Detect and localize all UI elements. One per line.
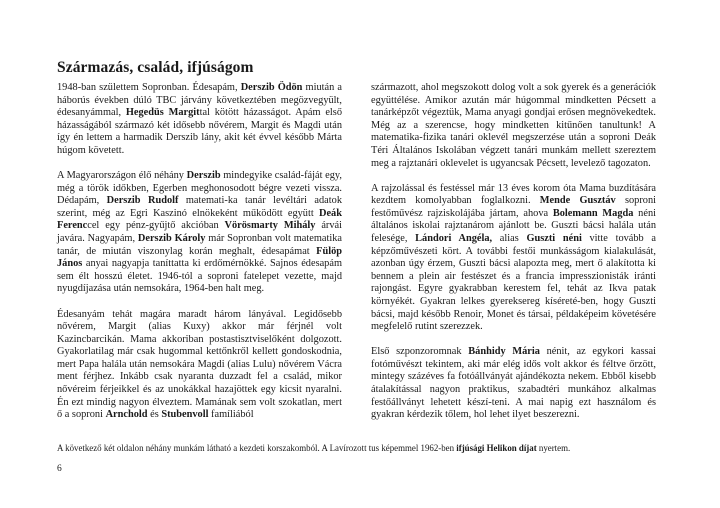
bold-name: Mende Gusztáv [539, 195, 616, 207]
page-number: 6 [57, 464, 62, 474]
paragraph [57, 309, 342, 422]
text-run: árvái javára. Nagyapám, [57, 220, 342, 245]
text-run: mindegyike család-fáját egy, még a török időkben, Egerben meghonosodott bégre vezeti vissza. Dédapám, [57, 170, 342, 207]
bold-name: Derszib Ödön [240, 82, 303, 93]
text-run: és [147, 409, 162, 421]
bold-name: Bánhidy Mária [468, 346, 540, 358]
paragraph [57, 170, 342, 296]
text-run: anyai nagyapja taníttatta ki erdőmérnökké. Sajnos édesapám sem élt hosszú életet. 1946-tól a soproni fatelepet vezette, majd nyugdíjazása után nemsokára, 1964-ben halt meg. [57, 258, 342, 295]
bold-name: Guszti néni [526, 233, 582, 245]
text-run: vitte tovább a képzőművészeti kört. A további festői munkásságom kialakulását, azonban úgy érzem, Guszti bácsi alapozta meg, mert ő alakította ki bennem a plein air festészet és a francia impresszionisták iránti rajongást. Egyre gyakrabban kerestem fel, tehát az Ikva patak környékét. Gyakran lelkes gyereksereg kíséreté-ben, hogy Guszti bácsi, majd később Renoir, Monet és társai, példaképeim követésére megfelelő rutint szerezzek. [371, 233, 656, 333]
text-run: tal kötött házasságot. Apám első házasságából származó két idősebb nővérem, Margit és Magdi után így én lettem a harmadik Derszib lány, akit két évvel később Márta húgom követett. [57, 107, 342, 156]
text-run: miután a háborús években dúló TBC járvány következtében megözvegyült, édesanyámmal, [57, 82, 342, 119]
bold-name: ifjúsági Helikon díjat [456, 443, 537, 453]
bold-name: Stubenvoll [161, 409, 209, 421]
bold-name: Derszib [186, 170, 221, 182]
text-run: Édesanyám tehát magára maradt három lányával. Legidősebb nővérem, Margit (alias Kuxy) akkor már férjnél volt Kazincbarcikán. Mama akkoriban postastisztviselőként dolgozott. Gyakorlatilag már csak hugommal kettőnkről kellett gondoskodnia, mert Papa halála után nemsokára Magdi (alias Lulu) nővérem Vácra ment férjhez. Inkább csak nyaranta duzzadt fel a család, mikor nővéreim férjeikkel és az unokákkal hazajöttek egy kicsit nyaralni. Én ezt mindig nagyon élveztem. Mamának sem volt szokatlan, mert ő a soproni [57, 308, 342, 421]
text-run: nénit, az egykori kassai fotóművészt tekintem, aki már elég idős volt akkor és féltve őrzött, mintegy százéves fa fotóállványát ajándékozta nekem. Ebből kisebb átalakítással nagyon praktikus, szabadtéri munkához alkalmas festőállványt lehetett készí-teni. A mai napig ezt használom és gyakran kérdezik tőlem, hol lehet ilyet beszerezni. [371, 346, 656, 421]
text-run: soproni festőművész rajziskolájába jártam, ahova [371, 195, 656, 219]
paragraph [371, 183, 656, 334]
text-run: néni általános iskolai rajztanárom ajánlott be. Guszti bácsi halála után felesége, [371, 207, 656, 245]
text-run: A rajzolással és festéssel már 13 éves korom óta Mama buzdítására kezdtem komolyabban foglalkozni. [371, 182, 656, 207]
bold-name: Derszib Rudolf [106, 195, 179, 207]
bold-name: Vörösmarty Mihály [224, 220, 316, 232]
bold-name: Arnchold [105, 409, 148, 421]
text-run: A Magyarországon élő néhány [57, 170, 187, 182]
left-column [57, 82, 342, 434]
text-run: cel egy pénz-gyűjtő akcióban [87, 220, 225, 232]
text-run: származott, ahol megszokott dolog volt a sok gyerek és a generációk együttélése. Amikor azután már húgommal mindketten Pécsett a tanárképzőt végeztük, Mama anyagi gondjai erősen megnövekedtek. Még az a szerencse, hogy mindketten kitűnően tanultunk! A matematika-fizika tanári oklevél megszerzése után a soproni Deák Téri Általános Iskolában végzett tanári munkám mellett szereztem meg a rajztanári oklevelet is ugyancsak Pécsett, levelező tagozaton. [371, 82, 656, 169]
text-run: matemati-ka tanár levéltári adatok szerint, még az Egri Kaszinó elnökeként működött együtt [57, 195, 342, 219]
paragraph [371, 346, 656, 422]
figure-caption [57, 443, 667, 454]
bold-name: Lándori Angéla, [415, 233, 493, 245]
text-run: Első szponzoromnak [371, 346, 469, 358]
section-title: Származás, család, ifjúságom [57, 59, 254, 76]
text-run: nyertem. [536, 443, 571, 453]
text-run: alias [492, 233, 527, 245]
right-column [371, 82, 656, 434]
paragraph [57, 82, 342, 158]
text-run: már Sopronban volt matematika tanár, de miután viszonylag korán meghalt, édesapámat [57, 233, 342, 257]
paragraph [371, 82, 656, 170]
text-run: famíliából [208, 409, 254, 421]
bold-name: Deák Ferenc [57, 207, 342, 232]
bold-name: Bolemann Magda [552, 207, 634, 219]
text-run: 1948-ban születtem Sopronban. Édesapám, [57, 82, 241, 93]
bold-name: Hegedüs Margit [125, 107, 200, 119]
text-run: A következő két oldalon néhány munkám látható a kezdeti korszakomból. A Lavírozott tus képemmel 1962-ben [57, 443, 457, 453]
bold-name: Derszib Károly [137, 233, 206, 245]
bold-name: Fülöp János [57, 245, 342, 270]
